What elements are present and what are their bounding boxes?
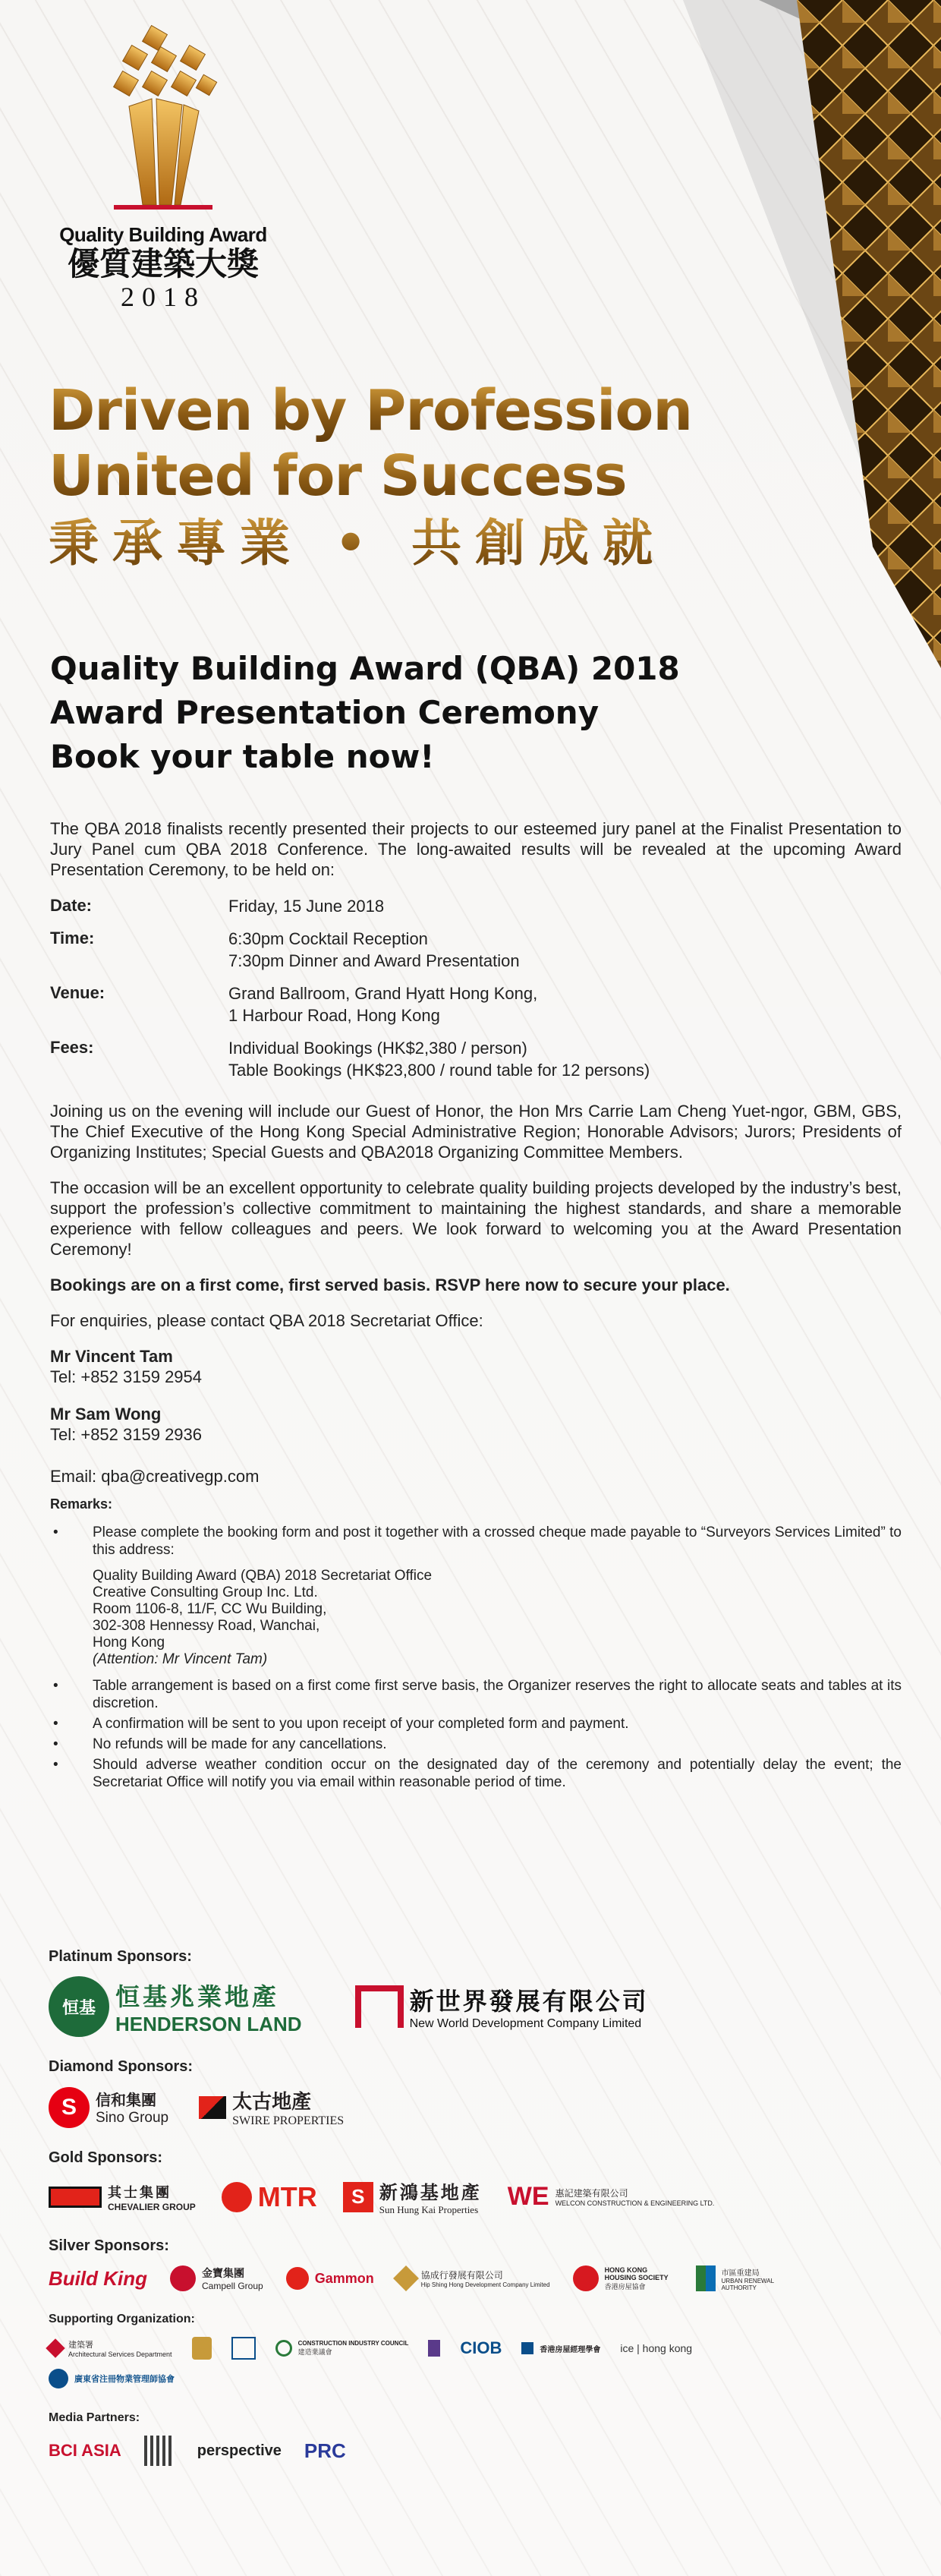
nwd-emblem-icon xyxy=(355,1985,404,2028)
welcon-logo[interactable] xyxy=(508,2182,715,2212)
gold-title: Gold Sponsors: xyxy=(49,2149,162,2166)
event-details xyxy=(50,895,902,1081)
sino-emblem-icon: S xyxy=(49,2087,90,2128)
welcon-emblem-icon: WE xyxy=(507,2182,549,2211)
address-line: Room 1106-8, 11/F, CC Wu Building, xyxy=(93,1601,327,1617)
time-label: Time: xyxy=(50,929,95,947)
time-row xyxy=(50,928,902,972)
fees-label: Fees: xyxy=(50,1038,94,1057)
archsd-zh: 建築署 xyxy=(68,2341,93,2350)
rsvp-link[interactable]: Bookings are on a first come, first served basis. RSVP here now to secure your place. xyxy=(50,1275,730,1294)
logo-chinese: 優質建築大獎 xyxy=(67,245,259,282)
address-attention: (Attention: Mr Vincent Tam) xyxy=(93,1651,268,1667)
hkihm-logo[interactable] xyxy=(521,2342,600,2354)
campell-en: Campell Group xyxy=(201,2281,263,2291)
secretariat-address xyxy=(93,1568,902,1668)
gammon-logo[interactable] xyxy=(286,2267,374,2290)
bci-asia-text[interactable]: BCI ASIA xyxy=(49,2441,121,2460)
supporting-row-2 xyxy=(49,2369,899,2388)
date-row xyxy=(50,895,902,917)
fees-row xyxy=(50,1037,902,1081)
contact-name: Mr Sam Wong xyxy=(50,1405,162,1424)
venue-value-1: Grand Ballroom, Grand Hyatt Hong Kong, xyxy=(228,984,538,1003)
trophy-icon xyxy=(99,15,228,220)
house-icon xyxy=(231,2337,256,2360)
chevalier-zh: 其士集團 xyxy=(108,2184,172,2201)
archsd-logo[interactable] xyxy=(49,2338,172,2358)
main-content xyxy=(50,818,902,1794)
shkp-zh: 新鴻基地產 xyxy=(379,2181,482,2203)
date-value: Friday, 15 June 2018 xyxy=(228,897,385,916)
build-king-logo[interactable] xyxy=(49,2267,147,2291)
contact-1 xyxy=(50,1346,902,1387)
nwd-zh: 新世界發展有限公司 xyxy=(409,1987,649,2016)
contact-tel: Tel: +852 3159 2936 xyxy=(50,1425,203,1444)
guangdong-cpm-logo[interactable] xyxy=(49,2369,175,2388)
prc-text[interactable]: PRC xyxy=(304,2439,346,2462)
ura-en: URBAN RENEWAL AUTHORITY xyxy=(721,2277,774,2291)
perspective-text[interactable]: perspective xyxy=(197,2442,282,2459)
ura-emblem-icon xyxy=(696,2265,716,2291)
enquiries-text: For enquiries, please contact QBA 2018 Secretariat Office: xyxy=(50,1311,483,1330)
fees-value-2: Table Bookings (HK$23,800 / round table for 12 persons) xyxy=(228,1061,650,1080)
remark-item: • Should adverse weather condition occur on the designated day of the ceremony and potentially delay the event; the Secretariat Office will notify you via email within reasonable period of time. xyxy=(50,1756,902,1791)
cic-logo[interactable] xyxy=(275,2340,409,2357)
hip-shing-hong-logo[interactable] xyxy=(397,2269,550,2288)
date-label: Date: xyxy=(50,896,93,915)
gd-zh: 廣東省注冊物業管理師協會 xyxy=(74,2375,175,2384)
headline-line-3: Book your table now! xyxy=(50,738,435,775)
ura-logo[interactable] xyxy=(696,2265,782,2291)
archsd-emblem-icon xyxy=(46,2338,65,2357)
supporting-title: Supporting Organization: xyxy=(49,2313,195,2325)
hkhs-emblem-icon xyxy=(573,2265,599,2291)
gammon-emblem-icon xyxy=(286,2267,309,2290)
qr-code-icon xyxy=(144,2436,175,2466)
mtr-emblem-icon xyxy=(222,2182,252,2212)
address-line: 302-308 Hennessy Road, Wanchai, xyxy=(93,1618,320,1634)
headline-line-2: Award Presentation Ceremony xyxy=(50,694,600,731)
emblem-icon xyxy=(192,2337,212,2360)
campell-logo[interactable] xyxy=(170,2265,263,2291)
new-world-logo[interactable] xyxy=(355,1982,649,2031)
venue-label: Venue: xyxy=(50,983,105,1002)
time-value-2: 7:30pm Dinner and Award Presentation xyxy=(228,951,520,970)
intro-paragraph: The QBA 2018 finalists recently presented their projects to our esteemed jury panel at the Finalist Presentation to Jury Panel cum QBA 2018 Conference. The long-awaited results will be revealed at the upcoming Award Presentation Ceremony, to be held on: xyxy=(50,819,902,879)
venue-row xyxy=(50,982,902,1026)
address-line: Creative Consulting Group Inc. Ltd. xyxy=(93,1584,318,1600)
occasion-paragraph: The occasion will be an excellent opportunity to celebrate quality building projects developed by the industry’s best, support the profession’s collective commitment to maintaining the highest standards, and share a memorable experience with fellow colleagues and peers. We look forward to welcoming you at the Award Presentation Ceremony! xyxy=(50,1178,902,1259)
sino-zh: 信和集團 xyxy=(96,2091,156,2109)
cic-en: CONSTRUCTION INDUSTRY COUNCIL xyxy=(297,2340,409,2347)
campell-zh: 金寶集團 xyxy=(201,2267,244,2279)
remark-text: Please complete the booking form and post it together with a crossed cheque made payable to “Surveyors Services Limited” to this address: xyxy=(93,1524,902,1558)
slogan-line-1: Driven by Profession xyxy=(49,378,693,443)
logo-english: Quality Building Award xyxy=(59,223,267,246)
fees-value-1: Individual Bookings (HK$2,380 / person) xyxy=(228,1039,527,1058)
swire-en: SWIRE PROPERTIES xyxy=(232,2114,345,2127)
hkhs-zh: 香港房屋協會 xyxy=(604,2282,646,2291)
sponsors-section xyxy=(49,1948,899,2487)
swire-zh: 太古地產 xyxy=(232,2091,312,2114)
henderson-land-logo[interactable] xyxy=(49,1976,302,2037)
hsh-zh: 協成行發展有限公司 xyxy=(420,2270,503,2281)
remark-item: • No refunds will be made for any cancellations. xyxy=(50,1736,902,1753)
media-row xyxy=(49,2436,899,2466)
mtr-text: MTR xyxy=(257,2180,317,2212)
shkp-en: Sun Hung Kai Properties xyxy=(379,2204,479,2215)
headline-line-1: Quality Building Award (QBA) 2018 xyxy=(50,650,680,687)
address-line: Hong Kong xyxy=(93,1635,165,1651)
henderson-zh: 恒基兆業地產 xyxy=(115,1982,280,2011)
build-king-text: Build King xyxy=(49,2266,147,2290)
ura-zh: 市區重建局 xyxy=(721,2269,760,2278)
guests-paragraph: Joining us on the evening will include our Guest of Honor, the Hon Mrs Carrie Lam Cheng Yuet-ngor, GBM, GBS, The Chief Executive of the Hong Kong Special Administrative Region; Honorable Advisors; Jurors; Presidents of Organizing Institutes; Special Guests and QBA2018 Organizing Committee Members. xyxy=(50,1102,902,1162)
hsh-en: Hip Shing Hong Development Company Limited xyxy=(420,2281,550,2288)
headline xyxy=(50,647,733,779)
hkhs-en: HONG KONG HOUSING SOCIETY xyxy=(604,2265,669,2281)
email-link[interactable]: Email: qba@creativegp.com xyxy=(50,1467,260,1486)
remark-item: • Table arrangement is based on a first come first serve basis, the Organizer reserves the right to allocate seats and tables at its discretion. xyxy=(50,1677,902,1712)
contact-2 xyxy=(50,1404,902,1445)
venue-value-2: 1 Harbour Road, Hong Kong xyxy=(228,1006,440,1025)
sino-group-logo[interactable] xyxy=(49,2087,168,2128)
henderson-emblem-icon: 恒基 xyxy=(49,1976,109,2037)
hkihm-zh: 香港房屋經理學會 xyxy=(540,2345,601,2354)
platinum-row xyxy=(49,1976,899,2037)
welcon-zh: 惠記建築有限公司 xyxy=(555,2188,628,2199)
diamond-row xyxy=(49,2086,899,2128)
qba-logo xyxy=(46,15,281,312)
shkp-logo[interactable] xyxy=(343,2177,482,2216)
remark-item: • A confirmation will be sent to you upon receipt of your completed form and payment. xyxy=(50,1715,902,1733)
slogan-line-2: United for Success xyxy=(49,443,692,509)
archsd-en: Architectural Services Department xyxy=(68,2351,172,2358)
institute-icon xyxy=(428,2340,440,2357)
platinum-title: Platinum Sponsors: xyxy=(49,1948,192,1965)
cic-emblem-icon xyxy=(275,2340,292,2357)
nwd-en: New World Development Company Limited xyxy=(409,2017,642,2030)
slogan-chinese: 秉承專業 • 共創成就 xyxy=(49,509,692,577)
remarks-title: Remarks: xyxy=(50,1496,113,1512)
remarks-list xyxy=(50,1524,902,1791)
address-line: Quality Building Award (QBA) 2018 Secretariat Office xyxy=(93,1568,433,1584)
gd-emblem-icon xyxy=(49,2369,68,2388)
time-value-1: 6:30pm Cocktail Reception xyxy=(228,929,428,948)
logo-year: 2018 xyxy=(121,282,206,312)
slogan xyxy=(49,378,692,577)
media-title: Media Partners: xyxy=(49,2411,140,2424)
cic-zh: 建造業議會 xyxy=(297,2348,332,2356)
swire-properties-logo[interactable] xyxy=(199,2086,344,2128)
contact-tel: Tel: +852 3159 2954 xyxy=(50,1367,203,1386)
gammon-text: Gammon xyxy=(314,2270,374,2286)
henderson-en: HENDERSON LAND xyxy=(115,2012,302,2035)
ice-hk-text[interactable]: ice | hong kong xyxy=(620,2342,693,2354)
gold-row xyxy=(49,2177,899,2216)
hsh-emblem-icon xyxy=(393,2265,419,2291)
diamond-title: Diamond Sponsors: xyxy=(49,2058,194,2075)
chevalier-logo[interactable] xyxy=(49,2182,196,2212)
silver-title: Silver Sponsors: xyxy=(49,2237,169,2254)
contact-name: Mr Vincent Tam xyxy=(50,1347,173,1366)
supporting-row xyxy=(49,2337,899,2360)
chevalier-en: CHEVALIER GROUP xyxy=(108,2201,196,2212)
sino-en: Sino Group xyxy=(96,2110,169,2126)
campell-emblem-icon xyxy=(170,2265,196,2291)
silver-row xyxy=(49,2265,899,2291)
ciob-text[interactable]: CIOB xyxy=(460,2338,502,2357)
swire-emblem-icon xyxy=(199,2096,226,2119)
shkp-emblem-icon: S xyxy=(343,2182,373,2212)
remark-item xyxy=(50,1524,902,1668)
mtr-logo[interactable] xyxy=(222,2181,317,2213)
hk-housing-society-logo[interactable] xyxy=(573,2265,673,2291)
welcon-en: WELCON CONSTRUCTION & ENGINEERING LTD. xyxy=(555,2199,715,2207)
hkihm-emblem-icon xyxy=(521,2342,533,2354)
chevalier-emblem-icon xyxy=(49,2187,102,2208)
decorative-corner-pattern xyxy=(683,0,941,668)
